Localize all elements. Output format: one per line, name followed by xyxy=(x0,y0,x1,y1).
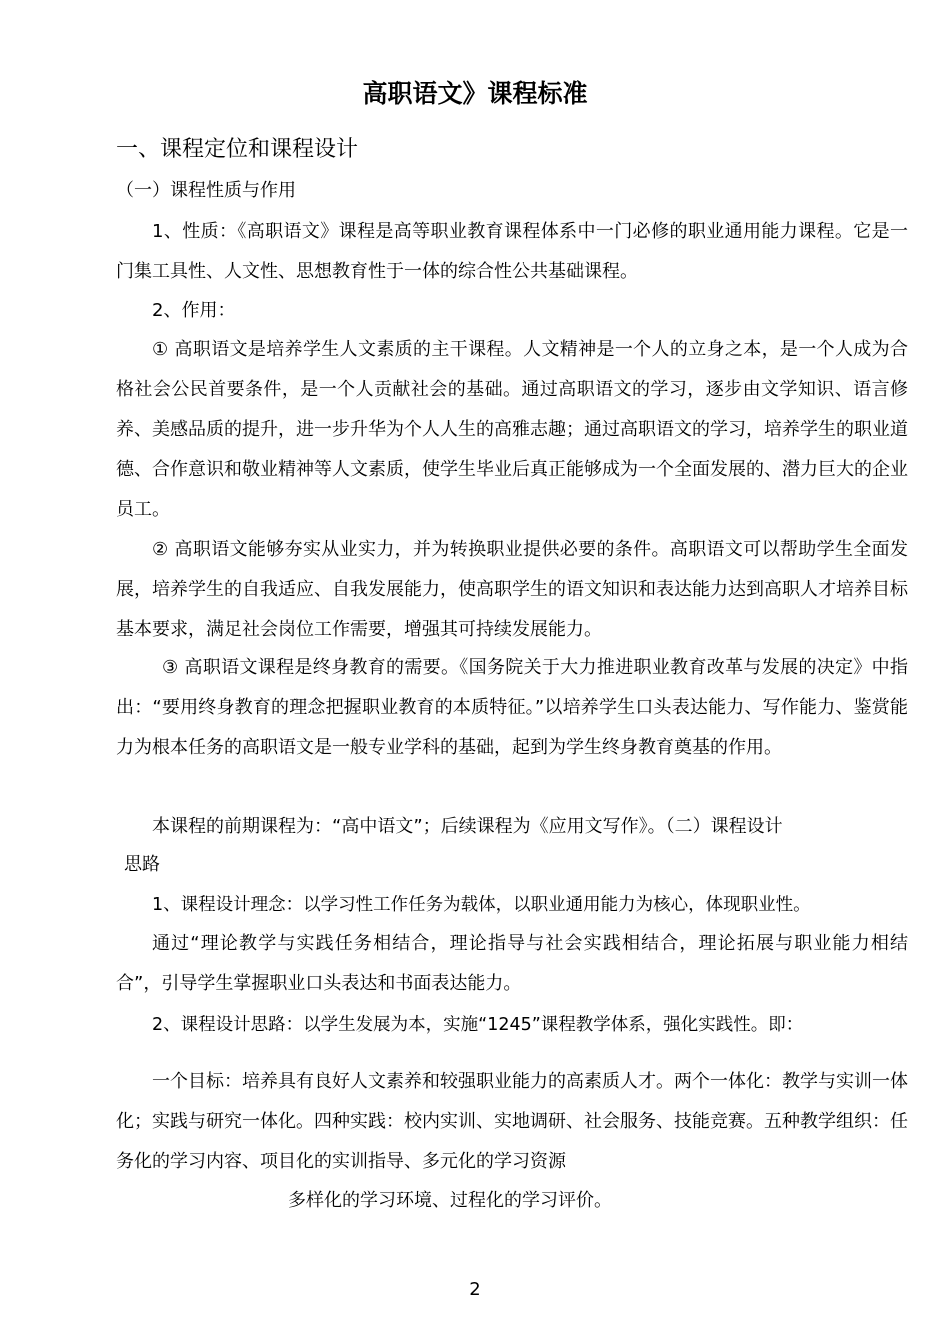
paragraph-design-through: 通过“理论教学与实践任务相结合，理论指导与社会实践相结合，理论拓展与职业能力相结合”，引导学生掌握职业口头表达和书面表达能力。 xyxy=(116,933,908,994)
section-heading: 一、课程定位和课程设计 xyxy=(116,137,359,162)
paragraph-design-thinking: 2、课程设计思路：以学生发展为本，实施“1245”课程教学体系，强化实践性。即： xyxy=(152,1015,804,1035)
paragraph-goals-cont: 多样化的学习环境、过程化的学习评价。 xyxy=(288,1190,612,1211)
paragraph-role-2: ② 高职语文能够夯实从业实力，并为转换职业提供必要的条件。高职语文可以帮助学生全面发展，培养学生的自我适应、自我发展能力，使高职学生的语文知识和表达能力达到高职人才培养目标基本要求，满足社会岗位工作需要，增强其可持续发展能力。 xyxy=(116,539,908,640)
paragraph-nature: 1、性质：《高职语文》课程是高等职业教育课程体系中一门必修的职业通用能力课程。它是一门集工具性、人文性、思想教育性于一体的综合性公共基础课程。 xyxy=(116,221,908,282)
paragraph-prerequisite: 本课程的前期课程为：“高中语文”；后续课程为《应用文写作》。（二）课程设计 xyxy=(152,816,783,837)
paragraph-design-concept: 1、课程设计理念：以学习性工作任务为载体，以职业通用能力为核心，体现职业性。 xyxy=(152,895,811,915)
paragraph-role-3: ③ 高职语文课程是终身教育的需要。《国务院关于大力推进职业教育改革与发展的决定》中指出：“要用终身教育的理念把握职业教育的本质特征。”以培养学生口头表达能力、写作能力、鉴赏能力为根本任务的高职语文是一般专业学科的基础，起到为学生终身教育奠基的作用。 xyxy=(116,657,908,758)
subsection-heading: （一）课程性质与作用 xyxy=(116,180,296,201)
paragraph-prerequisite-cont: 思路 xyxy=(124,854,160,875)
page-title: 高职语文》课程标准 xyxy=(362,79,588,108)
page-number: 2 xyxy=(469,1279,481,1300)
paragraph-role-1: ① 高职语文是培养学生人文素质的主干课程。人文精神是一个人的立身之本，是一个人成为合格社会公民首要条件，是一个人贡献社会的基础。通过高职语文的学习，逐步由文学知识、语言修养、美感品质的提升，进一步升华为个人人生的高雅志趣；通过高职语文的学习，培养学生的职业道德、合作意识和敬业精神等人文素质，使学生毕业后真正能够成为一个全面发展的、潜力巨大的企业员工。 xyxy=(116,339,908,520)
paragraph-role-label: 2、作用： xyxy=(152,300,236,321)
paragraph-goals: 一个目标：培养具有良好人文素养和较强职业能力的高素质人才。两个一体化：教学与实训一体化；实践与研究一体化。四种实践：校内实训、实地调研、社会服务、技能竞赛。五种教学组织：任务化的学习内容、项目化的实训指导、多元化的学习资源 xyxy=(116,1071,908,1172)
